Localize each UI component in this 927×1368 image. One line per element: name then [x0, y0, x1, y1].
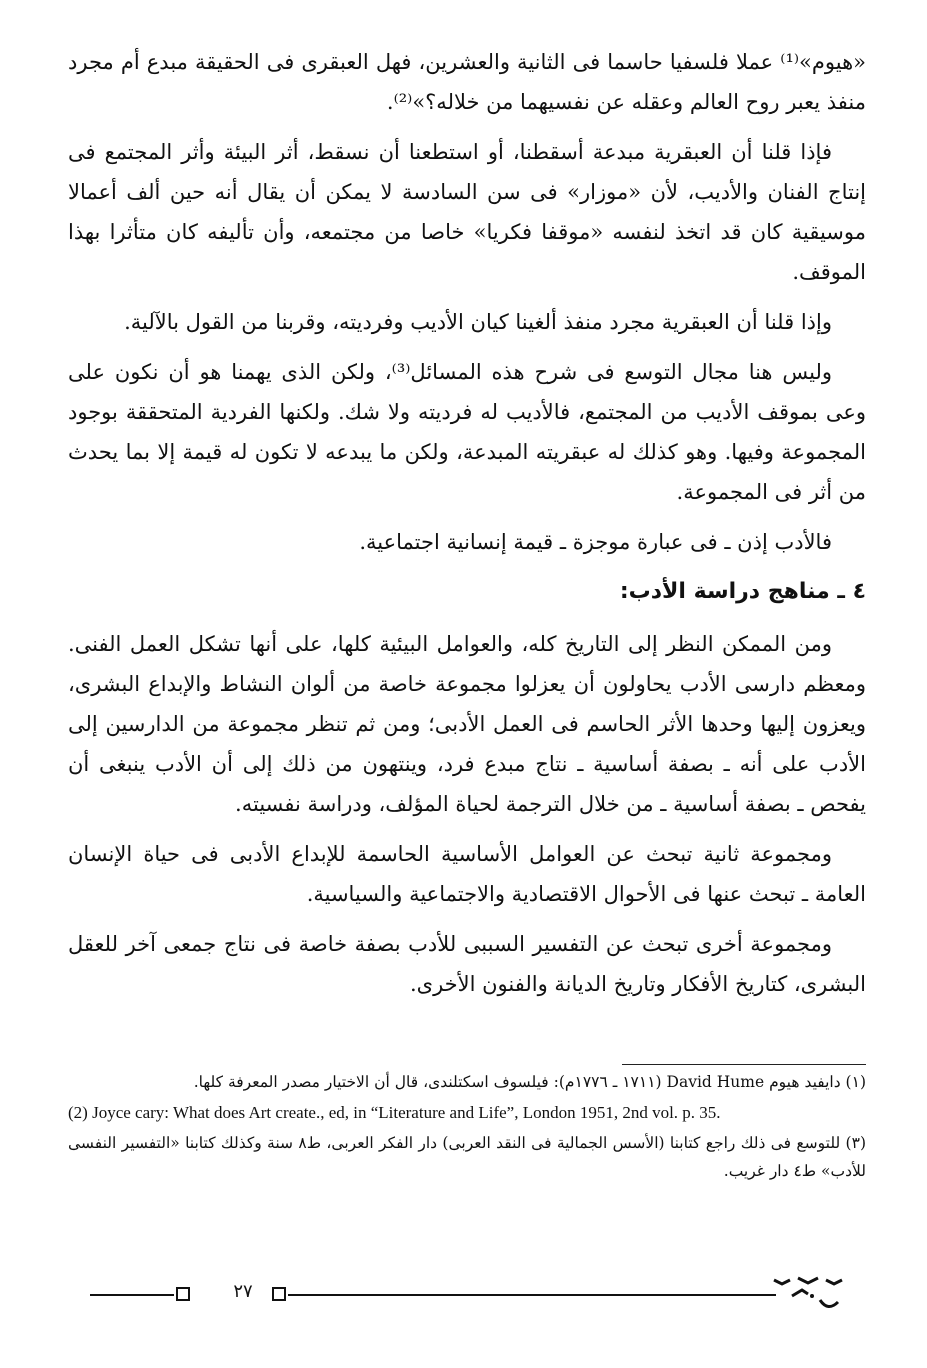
paragraph-1: «هيوم»⁽¹⁾ عملا فلسفيا حاسما فى الثانية والعشرين، فهل العبقرى فى الحقيقة مبدع أم مجرد منفذ يعبر روح العالم وعقله عن نفسيهما من خلاله؟»⁽²⁾. [68, 50, 866, 114]
footer-rule-right [288, 1294, 776, 1296]
paragraph-2: فإذا قلنا أن العبقرية مبدعة أسقطنا، أو استطعنا أن نسقط، أثر البيئة وأثر المجتمع فى إنتاج الفنان والأديب، لأن «موزار» فى سن السادسة لا يمكن أن يقال أنه حين ألف أعمالا موسيقية كان قد اتخذ لنفسه «موقفا فكريا» خاصا من مجتمعه، وأن تأليفه كان متأثرا بهذا الموقف. [68, 140, 866, 284]
page-footer [90, 1281, 870, 1306]
footnote-divider [622, 1064, 866, 1065]
paragraph-3: وإذا قلنا أن العبقرية مجرد منفذ ألغينا كيان الأديب وفرديته، وقربنا من القول بالآلية. [124, 310, 832, 334]
footer-rule-left [90, 1294, 174, 1296]
paragraph-8: ومجموعة أخرى تبحث عن التفسير السببى للأدب بصفة خاصة فى نتاج جمعى آخر للعقل البشرى، كتاريخ الأفكار وتاريخ الديانة والفنون الأخرى. [68, 932, 866, 996]
footnotes [68, 1068, 866, 1187]
section-heading: ٤ ـ مناهج دراسة الأدب: [619, 579, 866, 604]
page-body [68, 42, 866, 1014]
footnote-2: (2) Joyce cary: What does Art create., ed, in “Literature and Life”, London 1951, 2nd vol. p. 35. [68, 1103, 721, 1122]
paragraph-6: ومن الممكن النظر إلى التاريخ كله، والعوامل البيئية كلها، على أنها تشكل العمل الفنى. ومعظم دارسى الأدب يحاولون أن يعزلوا مجموعة خاصة من ألوان النشاط والإبداع البشرى، ويعزون إليها وحدها الأثر الحاسم فى العمل الأدبى؛ ومن ثم تنظر مجموعة من الدارسين إلى الأدب على أنه ـ بصفة أساسية ـ نتاج مبدع فرد، وينتهون من ذلك إلى أن الأدب ينبغى أن يفحص ـ بصفة أساسية ـ من خلال الترجمة لحياة المؤلف، ودراسة نفسيته. [68, 632, 866, 816]
decorative-ornament-icon [768, 1272, 848, 1316]
paragraph-5: فالأدب إذن ـ فى عبارة موجزة ـ قيمة إنسانية اجتماعية. [359, 530, 832, 554]
footnote-3: (٣) للتوسع فى ذلك راجع كتابنا (الأسس الجمالية فى النقد العربى) دار الفكر العربى، ط٨ سنة وكذلك كتابنا «التفسير النفسى للأدب» ط٤ دار غريب. [68, 1134, 866, 1180]
page-number: ٢٧ [233, 1281, 253, 1302]
footer-square-left [176, 1287, 190, 1301]
footer-square-right [272, 1287, 286, 1301]
paragraph-7: ومجموعة ثانية تبحث عن العوامل الأساسية الحاسمة للإبداع الأدبى فى حياة الإنسان العامة ـ تبحث عنها فى الأحوال الاقتصادية والاجتماعية والسياسية. [68, 842, 866, 906]
footnote-1: (١) دايفيد هيوم David Hume (١٧١١ ـ ١٧٧٦م): فيلسوف اسكتلندى، قال أن الاختيار مصدر المعرفة كلها. [193, 1073, 866, 1091]
paragraph-4: وليس هنا مجال التوسع فى شرح هذه المسائل⁽³⁾، ولكن الذى يهمنا هو أن نكون على وعى بموقف الأديب من المجتمع، فالأديب له فرديته ولا شك. ولكنها الفردية المتحققة بوجود المجموعة وفيها. وهو كذلك له عبقريته المبدعة، ولكن ما يبدعه لا تكون له قيمة إلا بما يحدث من أثر فى المجموعة. [68, 360, 866, 504]
